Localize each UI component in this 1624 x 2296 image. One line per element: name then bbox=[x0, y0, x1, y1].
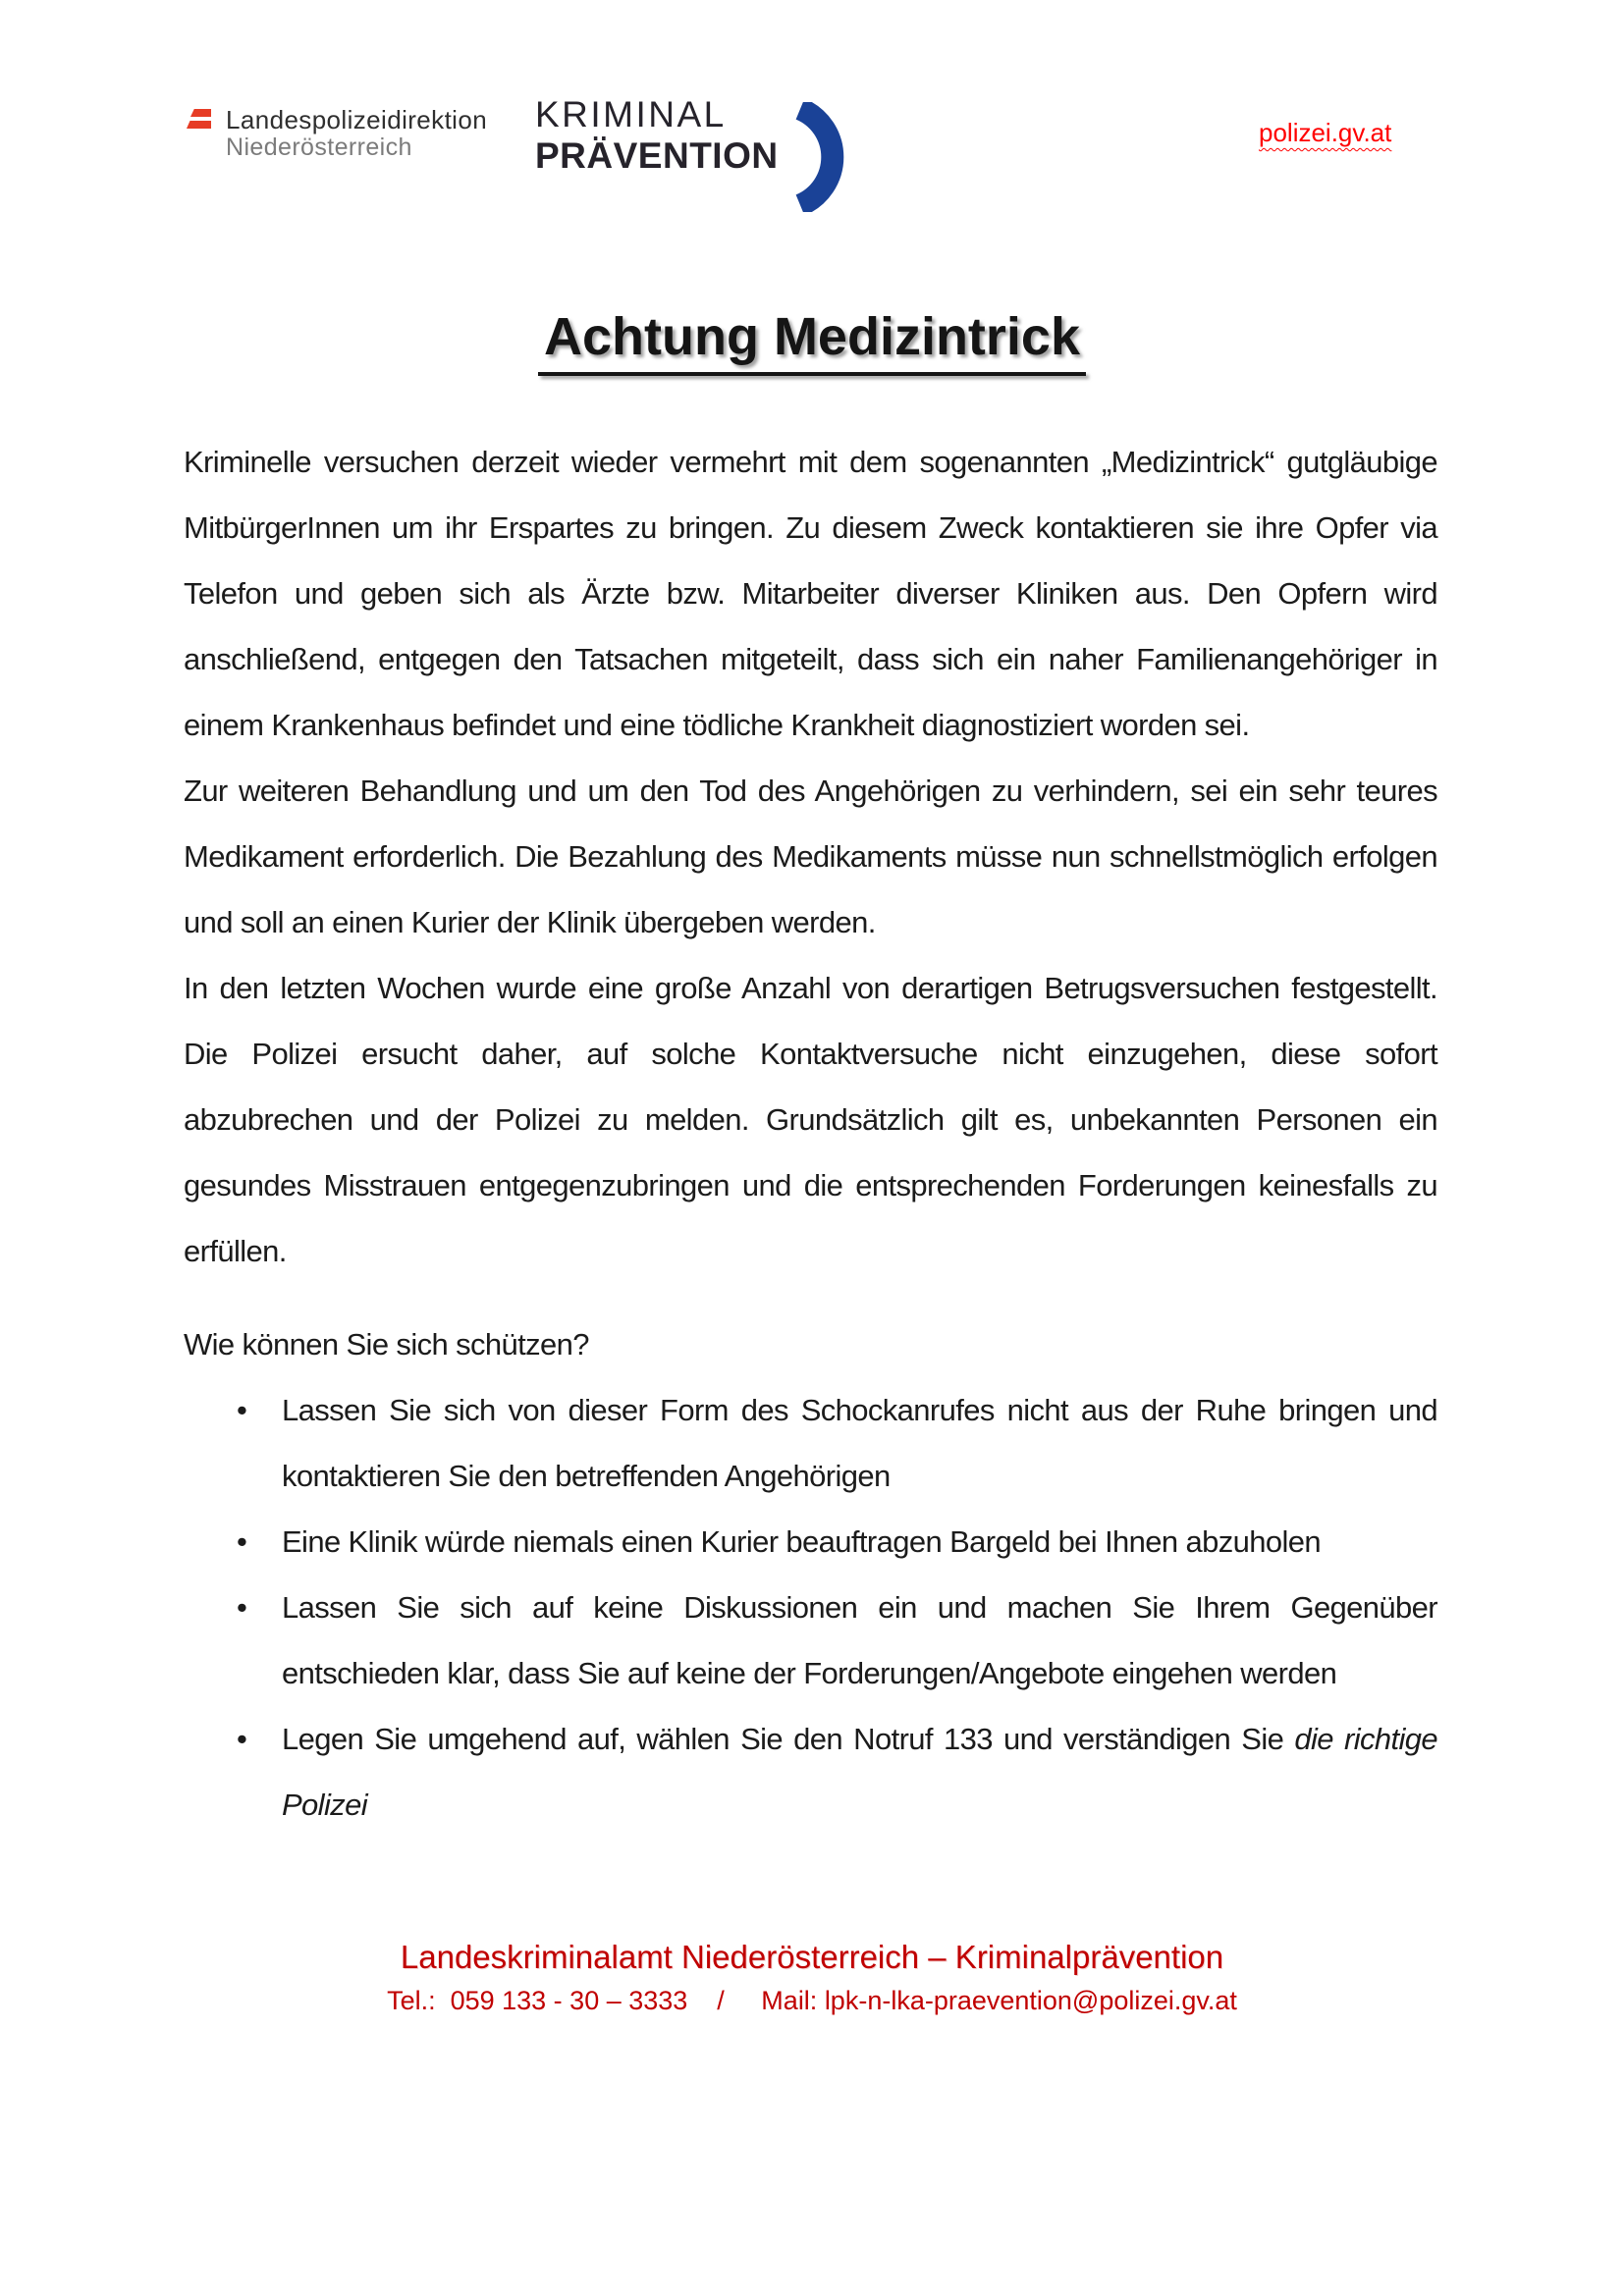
bullet-icon: • bbox=[237, 1393, 247, 1427]
flag-bar-top bbox=[190, 109, 211, 117]
page-title bbox=[0, 307, 1624, 376]
bullet-icon: • bbox=[237, 1524, 247, 1559]
document-footer bbox=[0, 1938, 1624, 2018]
praevention-label: PRÄVENTION bbox=[535, 135, 779, 176]
protect-heading: Wie können Sie sich schützen? bbox=[184, 1327, 589, 1362]
list-item bbox=[184, 1706, 1437, 1838]
document-body bbox=[184, 429, 1437, 1838]
paragraph-1: Kriminelle versuchen derzeit wieder vermehrt mit dem sogenannten „Medizintrick“ gutgläubige MitbürgerInnen um ihr Erspartes zu bringen. Zu diesem Zweck kontaktieren sie ihre Opfer via Telefon und geben sich als Ärzte bzw. Mitarbeiter diverser Kliniken aus. Den Opfern wird anschließend, entgegen den Tatsachen mitgeteilt, dass sich ein naher Familienangehöriger in einem Krankenhaus befindet und eine tödliche Krankheit diagnostiziert worden sei. bbox=[184, 445, 1437, 742]
bullet-text-italic: die richtige Polizei bbox=[282, 1722, 1437, 1822]
bullet-text-normal: Legen Sie umgehend auf, wählen Sie den Notruf 133 und verständigen Sie bbox=[282, 1722, 1295, 1756]
blue-arc-icon bbox=[788, 102, 851, 212]
kriminalpraevention-logo bbox=[535, 94, 851, 212]
list-item bbox=[184, 1509, 1437, 1575]
paragraph-3: In den letzten Wochen wurde eine große Anzahl von derartigen Betrugsversuchen festgestellt. Die Polizei ersucht daher, auf solche Kontaktversuche nicht einzugehen, diese sofort abzubrechen und der Polizei zu melden. Grundsätzlich gilt es, unbekannten Personen ein gesundes Misstrauen entgegenzubringen und die entsprechenden Forderungen keinesfalls zu erfüllen. bbox=[184, 971, 1437, 1268]
list-item bbox=[184, 1377, 1437, 1509]
bullet-text: Eine Klinik würde niemals einen Kurier beauftragen Bargeld bei Ihnen abzuholen bbox=[282, 1524, 1322, 1559]
landespolizeidirektion-logo bbox=[187, 106, 487, 161]
org-name: Landespolizeidirektion bbox=[226, 105, 488, 134]
paragraph-2: Zur weiteren Behandlung und um den Tod des Angehörigen zu verhindern, sei ein sehr teures Medikament erforderlich. Die Bezahlung des Medikaments müsse nun schnellstmöglich erfolgen und soll an einen Kurier der Klinik übergeben werden. bbox=[184, 774, 1437, 939]
polizei-gv-at-link[interactable]: polizei.gv.at bbox=[1259, 118, 1392, 147]
bullet-icon: • bbox=[237, 1722, 247, 1756]
kriminal-label: KRIMINAL bbox=[535, 94, 727, 134]
org-region: Niederösterreich bbox=[226, 133, 412, 161]
kriminalpraevention-wordmark bbox=[535, 94, 779, 177]
bullet-text: Lassen Sie sich von dieser Form des Schockanrufes nicht aus der Ruhe bringen und kontaktieren Sie den betreffenden Angehörigen bbox=[282, 1393, 1437, 1493]
page-title-text: Achtung Medizintrick bbox=[538, 310, 1086, 376]
protection-tips-list bbox=[184, 1377, 1437, 1838]
bullet-text bbox=[282, 1722, 1437, 1822]
bullet-icon: • bbox=[237, 1590, 247, 1625]
footer-contact-info: Tel.: 059 133 - 30 – 3333 / Mail: lpk-n-lka-praevention@polizei.gv.at bbox=[387, 1986, 1237, 2015]
flag-bar-bottom bbox=[187, 121, 211, 129]
austria-flag-icon bbox=[187, 109, 212, 129]
list-item bbox=[184, 1575, 1437, 1706]
footer-office-name: Landeskriminalamt Niederösterreich – Kriminalprävention bbox=[400, 1939, 1224, 1975]
org-logo-text bbox=[226, 106, 487, 161]
bullet-text: Lassen Sie sich auf keine Diskussionen ein und machen Sie Ihrem Gegenüber entschieden klar, dass Sie auf keine der Forderungen/Angebote eingehen werden bbox=[282, 1590, 1437, 1690]
